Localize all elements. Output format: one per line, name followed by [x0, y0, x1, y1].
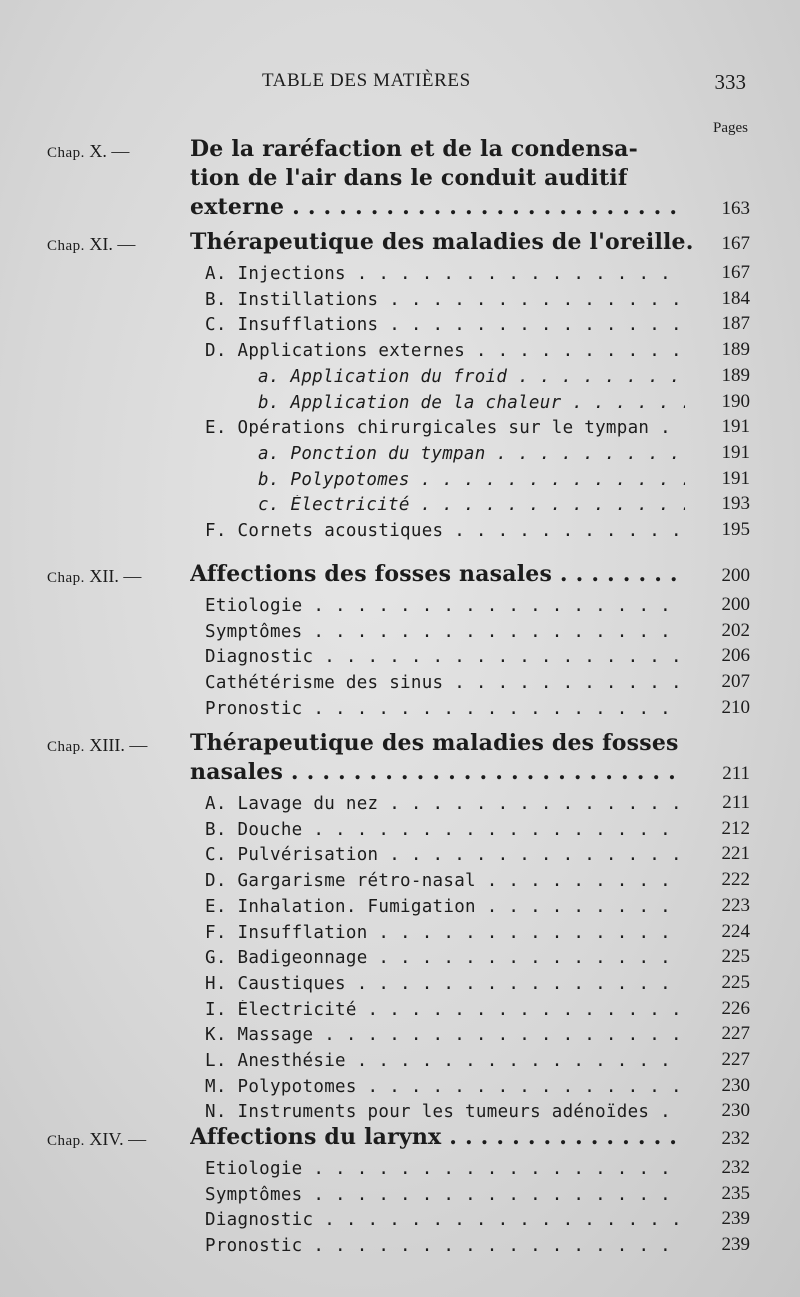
toc-entry	[0, 816, 800, 842]
toc-entry	[0, 592, 800, 618]
chapter-title: Thérapeutique des maladies des fosses	[190, 730, 679, 756]
chapter-number	[47, 735, 147, 756]
toc-entry-page: 200	[721, 594, 750, 615]
toc-entry-page: 222	[721, 869, 750, 891]
running-head	[0, 70, 800, 100]
toc-entry	[0, 996, 800, 1022]
toc-entry-label: Diagnostic . . .	[205, 647, 685, 667]
chapter-title: Thérapeutique des maladies de l'oreille.	[190, 229, 694, 255]
toc-entry-page: 230	[721, 1100, 750, 1122]
toc-subentry-label: b. Application de la chaleur . . .	[258, 393, 685, 413]
chapter-numeral: XIV. —	[84, 1129, 147, 1149]
toc-entry-label: B. Douche . . .	[205, 820, 685, 840]
toc-entry	[0, 669, 800, 695]
toc-entry	[0, 1021, 800, 1047]
toc-entry-label: A. Lavage du nez . . .	[205, 794, 685, 814]
page-number: 333	[714, 70, 746, 94]
toc-entry	[0, 790, 800, 816]
chapter-page: 200	[721, 565, 750, 586]
toc-entry	[0, 970, 800, 996]
toc-entry	[0, 1206, 800, 1232]
chapter-heading	[0, 1126, 800, 1152]
toc-entry	[0, 643, 800, 669]
chapter-numeral: X. —	[84, 141, 130, 161]
chapter-heading	[0, 138, 800, 164]
chapter-number	[47, 141, 129, 162]
toc-entry-page: 191	[721, 467, 750, 489]
chapter-heading-continued	[0, 167, 800, 193]
toc-entry-page: 189	[721, 364, 750, 386]
chapter-numeral: XI. —	[84, 234, 136, 254]
toc-entry-page: 207	[721, 671, 750, 693]
chapter-prefix: Chap.	[47, 1133, 85, 1149]
toc-entry	[0, 1047, 800, 1073]
toc-entry-page: 223	[721, 894, 750, 916]
toc-entry-label: F. Insufflation . . .	[205, 923, 685, 943]
toc-entry-label: D. Applications externes . . .	[205, 341, 685, 361]
toc-entry-page: 225	[721, 946, 750, 968]
toc-entry-label: E. Inhalation. Fumigation . . .	[205, 897, 685, 917]
toc-entry-page: 224	[721, 920, 750, 942]
toc-entry-label: N. Instruments pour les tumeurs adénoïdes . . .	[205, 1102, 685, 1122]
toc-entry-label: Cathétérisme des sinus . . .	[205, 673, 685, 693]
toc-subentry-label: a. Application du froid . . .	[258, 367, 685, 387]
toc-entry-label: D. Gargarisme rétro-nasal . . .	[205, 871, 685, 891]
toc-entry	[0, 491, 800, 517]
toc-entry-label: B. Instillations . . .	[205, 290, 685, 310]
toc-entry-page: 191	[721, 441, 750, 463]
toc-entry	[0, 363, 800, 389]
toc-entry-page: 210	[721, 696, 750, 718]
chapter-title: Affections du larynx . . .	[190, 1124, 685, 1150]
toc-entry-label: K. Massage . . .	[205, 1025, 685, 1045]
toc-entry-page: 189	[721, 339, 750, 361]
toc-entry-label: E. Opérations chirurgicales sur le tympan . . .	[205, 418, 685, 438]
toc-entry-page: 226	[721, 997, 750, 1019]
chapter-prefix: Chap.	[47, 739, 85, 755]
toc-entry-page: 206	[721, 645, 750, 667]
chapter-prefix: Chap.	[47, 570, 85, 586]
toc-entry-page: 227	[721, 1023, 750, 1045]
chapter-title: nasales . . .	[190, 759, 685, 785]
toc-entry	[0, 466, 800, 492]
toc-entry-page: 232	[721, 1157, 750, 1178]
toc-entry	[0, 695, 800, 721]
toc-entry	[0, 260, 800, 286]
toc-entry	[0, 618, 800, 644]
toc-entry	[0, 1098, 800, 1124]
chapter-heading	[0, 732, 800, 758]
toc-entry	[0, 311, 800, 337]
toc-entry	[0, 517, 800, 543]
chapter-title: De la raréfaction et de la condensa-	[190, 136, 638, 162]
chapter-prefix: Chap.	[47, 145, 85, 161]
toc-entry-page: 184	[721, 287, 750, 309]
toc-entry	[0, 286, 800, 312]
toc-entry	[0, 1073, 800, 1099]
toc-entry-page: 235	[721, 1182, 750, 1204]
chapter-heading-continued	[0, 196, 800, 222]
chapter-title: Affections des fosses nasales . . .	[190, 561, 685, 587]
toc-subentry-label: a. Ponction du tympan . . .	[258, 444, 685, 464]
toc-entry	[0, 841, 800, 867]
toc-entry	[0, 389, 800, 415]
toc-subentry-label: b. Polypotomes . . .	[258, 470, 685, 490]
toc-entry	[0, 440, 800, 466]
toc-entry-page: 187	[721, 313, 750, 335]
toc-entry-page: 239	[721, 1208, 750, 1230]
toc-entry-label: M. Polypotomes . . .	[205, 1077, 685, 1097]
toc-entry-label: Etiologie . . .	[205, 596, 685, 616]
chapter-page: 167	[721, 233, 750, 254]
toc-entry	[0, 944, 800, 970]
toc-entry-label: H. Caustiques . . .	[205, 974, 685, 994]
toc-entry	[0, 919, 800, 945]
chapter-numeral: XIII. —	[84, 735, 148, 755]
toc-entry-label: G. Badigeonnage . . .	[205, 948, 685, 968]
toc-entry-label: Pronostic . . .	[205, 1236, 685, 1256]
toc-entry	[0, 414, 800, 440]
toc-entry-page: 239	[721, 1234, 750, 1256]
toc-entry-page: 211	[722, 792, 750, 813]
toc-entry-page: 212	[721, 817, 750, 839]
toc-entry-label: Etiologie . . .	[205, 1159, 685, 1179]
toc-entry-label: F. Cornets acoustiques . . .	[205, 521, 685, 541]
chapter-page: 163	[721, 198, 750, 219]
toc-entry-page: 227	[721, 1049, 750, 1070]
toc-entry-page: 202	[721, 619, 750, 641]
toc-entry-label: I. Électricité . . .	[205, 1000, 685, 1020]
toc-entry-page: 230	[721, 1074, 750, 1096]
chapter-number	[47, 566, 141, 587]
toc-entry-page: 190	[721, 390, 750, 412]
toc-entry	[0, 867, 800, 893]
toc-entry-label: Pronostic . . .	[205, 699, 685, 719]
toc-entry	[0, 893, 800, 919]
toc-entry-label: Symptômes . . .	[205, 622, 685, 642]
chapter-page: 232	[721, 1128, 750, 1149]
toc-entry-page: 191	[721, 416, 750, 438]
toc-entry	[0, 1155, 800, 1181]
toc-entry-label: L. Anesthésie . . .	[205, 1051, 685, 1071]
toc-entry	[0, 337, 800, 363]
chapter-number	[47, 1129, 146, 1150]
toc-entry-page: 225	[721, 971, 750, 993]
toc-entry-page: 193	[721, 493, 750, 515]
toc-entry-label: A. Injections . . .	[205, 264, 685, 284]
chapter-numeral: XII. —	[84, 566, 142, 586]
toc-entry-page: 221	[721, 843, 750, 865]
chapter-title: externe . . .	[190, 194, 685, 220]
chapter-title: tion de l'air dans le conduit auditif	[190, 165, 628, 191]
chapter-page: 211	[722, 763, 750, 784]
toc-entry	[0, 1181, 800, 1207]
toc-entry-label: Symptômes . . .	[205, 1185, 685, 1205]
chapter-heading	[0, 231, 800, 257]
running-head-title: TABLE DES MATIÈRES	[262, 70, 471, 91]
chapter-heading	[0, 563, 800, 589]
chapter-heading-continued	[0, 761, 800, 787]
pages-column-label: Pages	[713, 120, 748, 136]
toc-entry	[0, 1232, 800, 1258]
toc-entry-label: Diagnostic . . .	[205, 1210, 685, 1230]
toc-subentry-label: c. Électricité . . .	[258, 495, 685, 515]
toc-entry-label: C. Insufflations . . .	[205, 315, 685, 335]
chapter-number	[47, 234, 135, 255]
chapter-prefix: Chap.	[47, 238, 85, 254]
toc-entry-page: 167	[721, 262, 750, 283]
toc-entry-label: C. Pulvérisation . . .	[205, 845, 685, 865]
toc-entry-page: 195	[721, 519, 750, 540]
